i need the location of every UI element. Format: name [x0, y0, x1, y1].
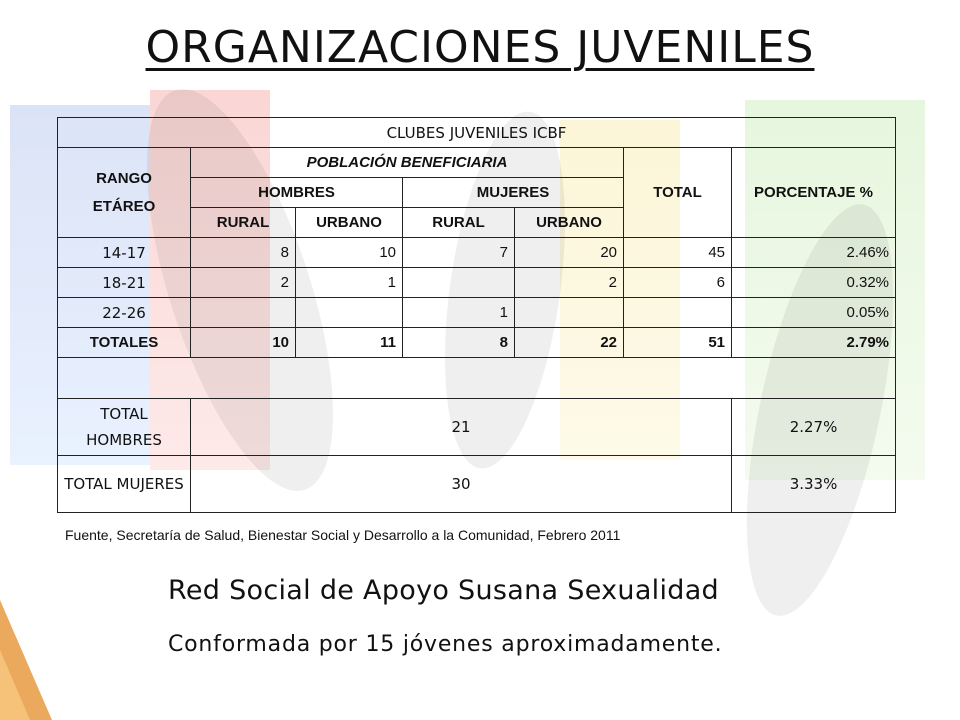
table-row: [58, 268, 896, 298]
header-porcentaje: PORCENTAJE %: [732, 148, 896, 238]
section-subtitle: Red Social de Apoyo Susana Sexualidad: [168, 575, 719, 606]
cell-mujeres-urbano: 20: [515, 238, 624, 268]
cell-rango: 14-17: [58, 238, 191, 268]
cell-porcentaje: 0.05%: [732, 298, 896, 328]
cell-total: 45: [624, 238, 732, 268]
cell-mujeres-urbano: [515, 298, 624, 328]
cell-hombres-rural: 8: [191, 238, 296, 268]
cell-mujeres-urbano: 2: [515, 268, 624, 298]
total-hombres-value: 21: [191, 399, 732, 456]
total-hombres-pct: 2.27%: [732, 399, 896, 456]
section-note: Conformada por 15 jóvenes aproximadamente.: [168, 632, 723, 657]
cell-hombres-urbano: 1: [296, 268, 403, 298]
cell-mujeres-rural: [403, 268, 515, 298]
header-total: TOTAL: [624, 148, 732, 238]
page-title: ORGANIZACIONES JUVENILES: [145, 22, 815, 73]
header-urbano-mujeres: URBANO: [515, 208, 624, 238]
totals-row: [58, 328, 896, 358]
spacer-row: [58, 358, 896, 399]
cell-rango: 22-26: [58, 298, 191, 328]
totals-total: 51: [624, 328, 732, 358]
cell-hombres-urbano: 10: [296, 238, 403, 268]
cell-porcentaje: 2.46%: [732, 238, 896, 268]
header-rango: RANGO ETÁREO: [58, 148, 191, 238]
clubes-table: [57, 117, 896, 513]
cell-mujeres-rural: 1: [403, 298, 515, 328]
cell-rango: 18-21: [58, 268, 191, 298]
header-rural-mujeres: RURAL: [403, 208, 515, 238]
totals-label: TOTALES: [58, 328, 191, 358]
table-row: [58, 298, 896, 328]
cell-total: 6: [624, 268, 732, 298]
corner-accent-inner: [0, 650, 30, 720]
totals-hombres-rural: 10: [191, 328, 296, 358]
cell-hombres-rural: [191, 298, 296, 328]
total-hombres-row: [58, 399, 896, 456]
header-hombres: HOMBRES: [191, 178, 403, 208]
source-note: Fuente, Secretaría de Salud, Bienestar Social y Desarrollo a la Comunidad, Febrero 2011: [65, 527, 621, 543]
header-rural-hombres: RURAL: [191, 208, 296, 238]
totals-porcentaje: 2.79%: [732, 328, 896, 358]
totals-mujeres-rural: 8: [403, 328, 515, 358]
total-hombres-label: TOTAL HOMBRES: [58, 399, 191, 456]
cell-mujeres-rural: 7: [403, 238, 515, 268]
header-poblacion: POBLACIÓN BENEFICIARIA: [191, 148, 624, 178]
cell-total: [624, 298, 732, 328]
total-mujeres-label: TOTAL MUJERES: [58, 456, 191, 513]
total-mujeres-row: [58, 456, 896, 513]
cell-hombres-urbano: [296, 298, 403, 328]
cell-hombres-rural: 2: [191, 268, 296, 298]
total-mujeres-pct: 3.33%: [732, 456, 896, 513]
header-mujeres: MUJERES: [403, 178, 624, 208]
totals-mujeres-urbano: 22: [515, 328, 624, 358]
table-row: [58, 238, 896, 268]
table-caption: CLUBES JUVENILES ICBF: [58, 118, 896, 148]
total-mujeres-value: 30: [191, 456, 732, 513]
cell-porcentaje: 0.32%: [732, 268, 896, 298]
totals-hombres-urbano: 11: [296, 328, 403, 358]
header-urbano-hombres: URBANO: [296, 208, 403, 238]
